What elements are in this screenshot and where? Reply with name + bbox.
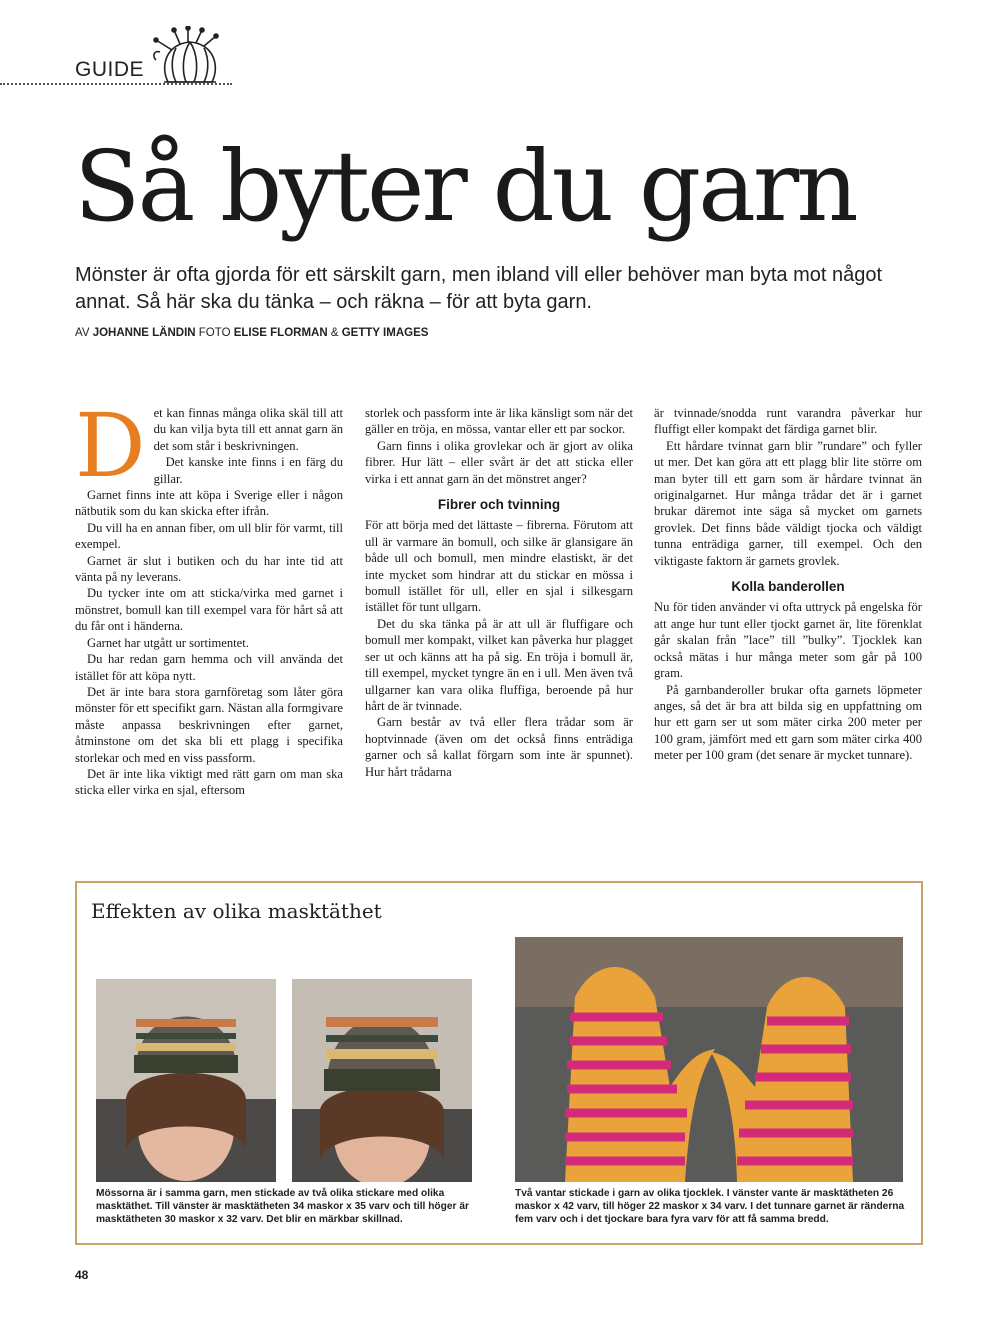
drop-cap: D <box>75 394 146 497</box>
byline-by-prefix: AV <box>75 327 90 339</box>
paragraph: et kan finnas många olika skäl till att du kan vilja byta till ett annat garn än det som står i beskrivningen. <box>153 406 343 453</box>
pincushion-icon <box>150 26 230 86</box>
photo-mittens <box>515 937 903 1182</box>
paragraph: Nu för tiden använder vi ofta uttryck på engelska för att ange hur tunt eller tjockt garnet är, lite förenklat går skalan från ”lace” till ”bulky”. Tjocklek kan också mätas i hur många meter som går på 100 gram. <box>654 600 922 681</box>
byline <box>75 327 428 339</box>
byline-photographer: ELISE FLORMAN <box>233 327 328 339</box>
paragraph: Garn finns i olika grovlekar och är gjort av olika fibrer. Hur lätt – eller svårt är det att sticka eller virka i ett annat garn än det mönstret anger? <box>365 438 633 486</box>
paragraph: Garnet har utgått ur sortimentet. <box>87 635 249 650</box>
paragraph: Du tycker inte om att sticka/virka med garnet i mönstret, bomull kan till exempel vara för hårt så att du får ont i händerna. <box>75 586 343 634</box>
paragraph: Garnet är slut i butiken och du har inte tid att vänta på ny leverans. <box>75 553 343 585</box>
article-column-2 <box>365 405 633 780</box>
byline-photo-prefix: FOTO <box>198 327 231 339</box>
paragraph: Det är inte lika viktigt med rätt garn om man ska sticka eller virka en sjal, eftersom <box>75 766 343 798</box>
caption-mittens: Två vantar stickade i garn av olika tjocklek. I vänster vante är masktätheten 26 maskor x 42 varv, till höger 22 maskor x 34 varv. I det tunnare garnet är ränderna fem varv och i det tjockare bara fyra varv för att få samma bredd. <box>515 1188 905 1225</box>
paragraph: är tvinnade/snodda runt varandra påverkar hur fluffigt eller kompakt det färdiga garnet blir. <box>654 406 922 437</box>
paragraph: På garnbanderoller brukar ofta garnets löpmeter anges, så det är bra att bilda sig en uppfattning om hur ett garn ser ut som mäter cirka 200 meter per 100 gram, jämfört med ett garn som mäter cirka 400 meter per 100 gram (det senare är mycket tunnare). <box>654 682 922 763</box>
photo-hat-tight-gauge <box>96 979 276 1182</box>
paragraph: storlek och passform inte är lika känsligt som när det gäller en tröja, en mössa, vantar eller ett par sockor. <box>365 406 633 437</box>
byline-amp: & <box>330 327 339 339</box>
article-lead: Mönster är ofta gjorda för ett särskilt garn, men ibland vill eller behöver man byta mot något annat. Så här ska du tänka – och räkna – för att byta garn. <box>75 264 883 313</box>
caption-hats: Mössorna är i samma garn, men stickade av två olika stickare med olika masktäthet. Till vänster är masktätheten 34 maskor x 35 varv och till höger är masktätheten 30 maskor x 32 varv. Det blir en märkbar skillnad. <box>96 1188 469 1225</box>
subhead-fibers: Fibrer och tvinning <box>437 497 561 513</box>
paragraph: Du vill ha en annan fiber, om ull blir för varmt, till exempel. <box>75 520 343 552</box>
paragraph: Du har redan garn hemma och vill använda det istället för att köpa nytt. <box>75 652 343 683</box>
article-column-3 <box>654 405 922 764</box>
paragraph: Garnet finns inte att köpa i Sverige eller i någon nätbutik som du kan skicka efter ifrån. <box>75 488 343 519</box>
photo-hat-loose-gauge <box>292 979 472 1182</box>
paragraph: Det är inte bara stora garnföretag som låter göra mönster för ett specifikt garn. Nästan alla formgivare måste anpassa beskrivningen efter garnet, åtminstone om det ska bli ett plagg i specifika storlekar och med en viss passform. <box>75 684 343 765</box>
paragraph: För att börja med det lättaste – fibrerna. Förutom att ull är varmare än bomull, och silke är glansigare än både ull och bomull, men mindre elastiskt, är det inte mycket som hindrar att du stickar en mössa i bomull istället för ull, eller en sjal i silkesgarn istället för tunt ullgarn. <box>365 518 633 615</box>
sidebar-title: Effekten av olika masktäthet <box>91 899 382 923</box>
gauge-sidebar-box <box>75 881 923 1245</box>
paragraph: Ett hårdare tvinnat garn blir ”rundare” och fyller ut mer. Det kan göra att ett plagg blir lite större om man byter till ett garn som är hårdare tvinnat än originalgarnet. Hur många trådar det är i garnet brukar däremot inte säga så mycket om garnets grovlek. Det finns både väldigt tjocka och väldigt tunna enträdiga garner, till exempel. Och den viktigaste faktorn är garnets grovlek. <box>654 438 922 568</box>
page-title: Så byter du garn <box>74 130 856 243</box>
page-number: 48 <box>75 1268 89 1282</box>
section-label: GUIDE <box>75 58 145 81</box>
paragraph: Det kanske inte finns i en färg du gillar. <box>153 455 343 486</box>
paragraph: Garn består av två eller flera trådar som är hoptvinnade (även om det också finns enträdiga garner och så kallat förgarn som inte är spunnet). Hur hårt trådarna <box>365 715 633 779</box>
subhead-banderoll: Kolla banderollen <box>731 579 845 595</box>
paragraph: Det du ska tänka på är att ull är fluffigare och bomull mer kompakt, vilket kan påverka hur plagget ser ut och känns att ha på sig. En tröja i bomull är, till exempel, mycket tyngre än en i ull. Men även två ullgarner kan vara olika fluffiga, beroende på hur hårt de är tvinnade. <box>365 616 633 713</box>
byline-agency: GETTY IMAGES <box>341 327 429 339</box>
article-column-1 <box>75 394 343 799</box>
byline-author: JOHANNE LÄNDIN <box>92 327 196 339</box>
